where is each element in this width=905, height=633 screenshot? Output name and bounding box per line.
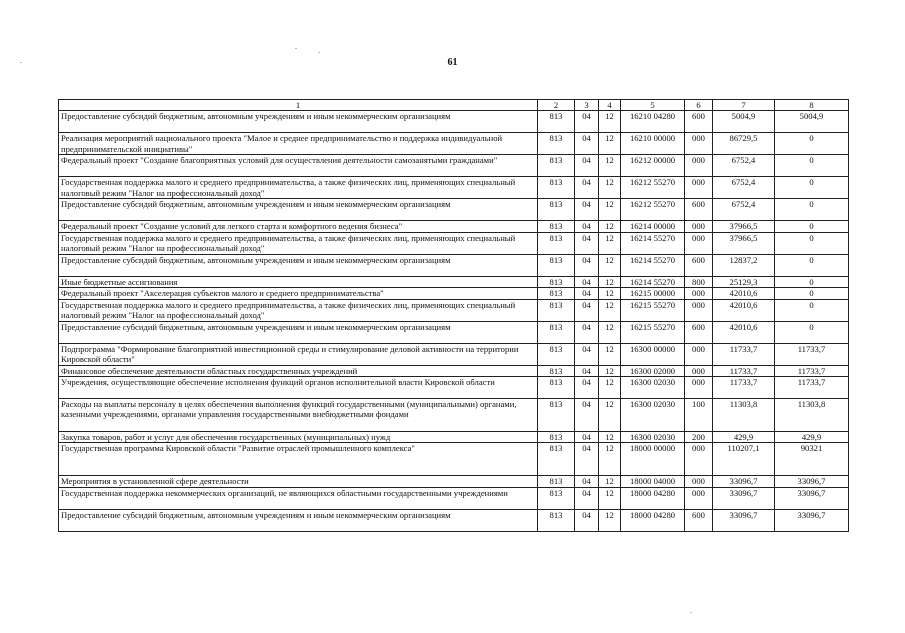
row-name-cell: Реализация мероприятий национального проекта "Малое и среднее предпринимательство и поддержка индивидуальной предпринимательской инициативы" xyxy=(59,133,538,155)
table-row xyxy=(59,288,849,299)
amount-next-cell: 0 xyxy=(775,276,849,287)
row-name-cell: Государственная программа Кировской области "Развитие отраслей промышленного комплекса" xyxy=(59,443,538,476)
target-code-cell: 16212 55270 xyxy=(621,199,685,221)
amount-next-cell: 0 xyxy=(775,254,849,276)
ministry-code-cell: 813 xyxy=(538,299,575,321)
ministry-code-cell: 813 xyxy=(538,111,575,133)
page-number: 61 xyxy=(447,57,458,68)
expense-type-cell: 800 xyxy=(685,276,713,287)
row-name-cell: Предоставление субсидий бюджетным, автономным учреждениям и иным некоммерческим организациям xyxy=(59,254,538,276)
target-code-cell: 16214 55270 xyxy=(621,232,685,254)
amount-cell: 429,9 xyxy=(713,432,775,443)
amount-cell: 86729,5 xyxy=(713,133,775,155)
target-code-cell: 16214 55270 xyxy=(621,254,685,276)
expense-type-cell: 000 xyxy=(685,365,713,376)
amount-next-cell: 0 xyxy=(775,221,849,232)
target-code-cell: 16300 02030 xyxy=(621,432,685,443)
section-cell: 04 xyxy=(575,509,599,531)
amount-next-cell: 33096,7 xyxy=(775,487,849,509)
amount-cell: 37966,5 xyxy=(713,221,775,232)
ministry-code-cell: 813 xyxy=(538,155,575,177)
ministry-code-cell: 813 xyxy=(538,476,575,487)
expense-type-cell: 000 xyxy=(685,343,713,365)
section-cell: 04 xyxy=(575,399,599,432)
subsection-cell: 12 xyxy=(599,254,621,276)
amount-cell: 11733,7 xyxy=(713,343,775,365)
amount-cell: 6752,4 xyxy=(713,177,775,199)
subsection-cell: 12 xyxy=(599,111,621,133)
section-cell: 04 xyxy=(575,276,599,287)
section-cell: 04 xyxy=(575,133,599,155)
row-name-cell: Федеральный проект "Акселерация субъектов малого и среднего предпринимательства" xyxy=(59,288,538,299)
row-name-cell: Предоставление субсидий бюджетным, автономным учреждениям и иным некоммерческим организациям xyxy=(59,199,538,221)
ministry-code-cell: 813 xyxy=(538,399,575,432)
target-code-cell: 16214 55270 xyxy=(621,276,685,287)
row-name-cell: Предоставление субсидий бюджетным, автономным учреждениям и иным некоммерческим организациям xyxy=(59,321,538,343)
row-name-cell: Расходы на выплаты персоналу в целях обеспечения выполнения функций государственными (муниципальными) органами, казенными учреждениями, органами управления государственными внебюджетными фондами xyxy=(59,399,538,432)
table-row xyxy=(59,343,849,365)
table-row xyxy=(59,221,849,232)
subsection-cell: 12 xyxy=(599,343,621,365)
ministry-code-cell: 813 xyxy=(538,221,575,232)
amount-next-cell: 0 xyxy=(775,199,849,221)
ministry-code-cell: 813 xyxy=(538,443,575,476)
table-row xyxy=(59,276,849,287)
column-header: 5 xyxy=(621,100,685,111)
table-header-row xyxy=(59,100,849,111)
table-row xyxy=(59,509,849,531)
table-row xyxy=(59,232,849,254)
amount-cell: 11733,7 xyxy=(713,365,775,376)
row-name-cell: Мероприятия в установленной сфере деятельности xyxy=(59,476,538,487)
table-row xyxy=(59,321,849,343)
expense-type-cell: 600 xyxy=(685,509,713,531)
amount-next-cell: 0 xyxy=(775,288,849,299)
subsection-cell: 12 xyxy=(599,199,621,221)
ministry-code-cell: 813 xyxy=(538,509,575,531)
table-row xyxy=(59,177,849,199)
column-header: 1 xyxy=(59,100,538,111)
amount-next-cell: 11733,7 xyxy=(775,343,849,365)
expense-type-cell: 000 xyxy=(685,288,713,299)
amount-cell: 5004,9 xyxy=(713,111,775,133)
target-code-cell: 16215 00000 xyxy=(621,288,685,299)
table-row xyxy=(59,254,849,276)
expense-type-cell: 100 xyxy=(685,399,713,432)
ministry-code-cell: 813 xyxy=(538,177,575,199)
expense-type-cell: 000 xyxy=(685,377,713,399)
subsection-cell: 12 xyxy=(599,377,621,399)
expense-type-cell: 000 xyxy=(685,133,713,155)
amount-cell: 11733,7 xyxy=(713,377,775,399)
amount-cell: 6752,4 xyxy=(713,199,775,221)
scan-speck xyxy=(318,52,320,53)
subsection-cell: 12 xyxy=(599,288,621,299)
target-code-cell: 16215 55270 xyxy=(621,299,685,321)
subsection-cell: 12 xyxy=(599,476,621,487)
target-code-cell: 16212 55270 xyxy=(621,177,685,199)
table-row xyxy=(59,476,849,487)
amount-next-cell: 5004,9 xyxy=(775,111,849,133)
column-header: 8 xyxy=(775,100,849,111)
column-header: 6 xyxy=(685,100,713,111)
ministry-code-cell: 813 xyxy=(538,343,575,365)
section-cell: 04 xyxy=(575,288,599,299)
target-code-cell: 16212 00000 xyxy=(621,155,685,177)
amount-cell: 42010,6 xyxy=(713,321,775,343)
table-row xyxy=(59,365,849,376)
section-cell: 04 xyxy=(575,221,599,232)
row-name-cell: Федеральный проект "Создание условий для легкого старта и комфортного ведения бизнеса" xyxy=(59,221,538,232)
target-code-cell: 16215 55270 xyxy=(621,321,685,343)
subsection-cell: 12 xyxy=(599,177,621,199)
ministry-code-cell: 813 xyxy=(538,377,575,399)
target-code-cell: 16300 02030 xyxy=(621,399,685,432)
expense-type-cell: 000 xyxy=(685,487,713,509)
scan-speck xyxy=(20,62,22,63)
expense-type-cell: 600 xyxy=(685,254,713,276)
row-name-cell: Государственная поддержка малого и среднего предпринимательства, а также физических лиц, применяющих специальный налоговый режим "Налог на профессиональный доход" xyxy=(59,299,538,321)
expense-type-cell: 000 xyxy=(685,177,713,199)
amount-cell: 42010,6 xyxy=(713,299,775,321)
amount-next-cell: 0 xyxy=(775,177,849,199)
target-code-cell: 16300 00000 xyxy=(621,343,685,365)
table-row xyxy=(59,377,849,399)
expense-type-cell: 000 xyxy=(685,476,713,487)
amount-next-cell: 33096,7 xyxy=(775,509,849,531)
row-name-cell: Предоставление субсидий бюджетным, автономным учреждениям и иным некоммерческим организациям xyxy=(59,111,538,133)
target-code-cell: 16300 02000 xyxy=(621,365,685,376)
target-code-cell: 18000 04280 xyxy=(621,487,685,509)
row-name-cell: Закупка товаров, работ и услуг для обеспечения государственных (муниципальных) нужд xyxy=(59,432,538,443)
table-row xyxy=(59,399,849,432)
table-body xyxy=(59,100,849,532)
amount-cell: 6752,4 xyxy=(713,155,775,177)
row-name-cell: Иные бюджетные ассигнования xyxy=(59,276,538,287)
section-cell: 04 xyxy=(575,487,599,509)
target-code-cell: 16210 00000 xyxy=(621,133,685,155)
subsection-cell: 12 xyxy=(599,221,621,232)
table-row xyxy=(59,432,849,443)
section-cell: 04 xyxy=(575,111,599,133)
expense-type-cell: 000 xyxy=(685,155,713,177)
scan-speck xyxy=(295,48,297,49)
amount-cell: 33096,7 xyxy=(713,487,775,509)
amount-cell: 42010,6 xyxy=(713,288,775,299)
subsection-cell: 12 xyxy=(599,155,621,177)
row-name-cell: Федеральный проект "Создание благоприятных условий для осуществления деятельности самозанятыми гражданами" xyxy=(59,155,538,177)
expense-type-cell: 000 xyxy=(685,299,713,321)
ministry-code-cell: 813 xyxy=(538,133,575,155)
row-name-cell: Финансовое обеспечение деятельности областных государственных учреждений xyxy=(59,365,538,376)
subsection-cell: 12 xyxy=(599,321,621,343)
row-name-cell: Предоставление субсидий бюджетным, автономным учреждениям и иным некоммерческим организациям xyxy=(59,509,538,531)
expense-type-cell: 600 xyxy=(685,199,713,221)
row-name-cell: Государственная поддержка малого и среднего предпринимательства, а также физических лиц, применяющих специальный налоговый режим "Налог на профессиональный доход" xyxy=(59,177,538,199)
row-name-cell: Государственная поддержка малого и среднего предпринимательства, а также физических лиц, применяющих специальный налоговый режим "Налог на профессиональный доход" xyxy=(59,232,538,254)
table-row xyxy=(59,199,849,221)
column-header: 7 xyxy=(713,100,775,111)
section-cell: 04 xyxy=(575,365,599,376)
ministry-code-cell: 813 xyxy=(538,321,575,343)
section-cell: 04 xyxy=(575,155,599,177)
amount-cell: 33096,7 xyxy=(713,476,775,487)
subsection-cell: 12 xyxy=(599,276,621,287)
subsection-cell: 12 xyxy=(599,133,621,155)
section-cell: 04 xyxy=(575,321,599,343)
table-row xyxy=(59,133,849,155)
table-row xyxy=(59,155,849,177)
amount-cell: 110207,1 xyxy=(713,443,775,476)
amount-cell: 33096,7 xyxy=(713,509,775,531)
amount-cell: 37966,5 xyxy=(713,232,775,254)
section-cell: 04 xyxy=(575,254,599,276)
amount-next-cell: 11303,8 xyxy=(775,399,849,432)
section-cell: 04 xyxy=(575,377,599,399)
subsection-cell: 12 xyxy=(599,299,621,321)
section-cell: 04 xyxy=(575,443,599,476)
ministry-code-cell: 813 xyxy=(538,254,575,276)
amount-cell: 25129,3 xyxy=(713,276,775,287)
section-cell: 04 xyxy=(575,299,599,321)
ministry-code-cell: 813 xyxy=(538,276,575,287)
subsection-cell: 12 xyxy=(599,432,621,443)
target-code-cell: 18000 00000 xyxy=(621,443,685,476)
scan-speck xyxy=(690,612,692,613)
expense-type-cell: 000 xyxy=(685,443,713,476)
section-cell: 04 xyxy=(575,476,599,487)
ministry-code-cell: 813 xyxy=(538,288,575,299)
amount-cell: 12837,2 xyxy=(713,254,775,276)
subsection-cell: 12 xyxy=(599,232,621,254)
subsection-cell: 12 xyxy=(599,487,621,509)
table-row xyxy=(59,299,849,321)
subsection-cell: 12 xyxy=(599,399,621,432)
row-name-cell: Учреждения, осуществляющие обеспечение исполнения функций органов исполнительной власти Кировской области xyxy=(59,377,538,399)
column-header: 3 xyxy=(575,100,599,111)
target-code-cell: 18000 04280 xyxy=(621,509,685,531)
table-row xyxy=(59,487,849,509)
amount-cell: 11303,8 xyxy=(713,399,775,432)
amount-next-cell: 11733,7 xyxy=(775,377,849,399)
amount-next-cell: 0 xyxy=(775,321,849,343)
target-code-cell: 16214 00000 xyxy=(621,221,685,232)
section-cell: 04 xyxy=(575,199,599,221)
ministry-code-cell: 813 xyxy=(538,199,575,221)
section-cell: 04 xyxy=(575,177,599,199)
section-cell: 04 xyxy=(575,343,599,365)
amount-next-cell: 0 xyxy=(775,299,849,321)
column-header: 4 xyxy=(599,100,621,111)
subsection-cell: 12 xyxy=(599,365,621,376)
ministry-code-cell: 813 xyxy=(538,232,575,254)
amount-next-cell: 0 xyxy=(775,155,849,177)
ministry-code-cell: 813 xyxy=(538,432,575,443)
amount-next-cell: 33096,7 xyxy=(775,476,849,487)
amount-next-cell: 0 xyxy=(775,232,849,254)
row-name-cell: Государственная поддержка некоммерческих организаций, не являющихся областными государственными учреждениями xyxy=(59,487,538,509)
row-name-cell: Подпрограмма "Формирование благоприятной инвестиционной среды и стимулирование деловой активности на территории Кировской области" xyxy=(59,343,538,365)
amount-next-cell: 429,9 xyxy=(775,432,849,443)
ministry-code-cell: 813 xyxy=(538,365,575,376)
amount-next-cell: 90321 xyxy=(775,443,849,476)
subsection-cell: 12 xyxy=(599,443,621,476)
budget-table xyxy=(58,99,849,532)
section-cell: 04 xyxy=(575,232,599,254)
ministry-code-cell: 813 xyxy=(538,487,575,509)
target-code-cell: 18000 04000 xyxy=(621,476,685,487)
target-code-cell: 16210 04280 xyxy=(621,111,685,133)
expense-type-cell: 200 xyxy=(685,432,713,443)
section-cell: 04 xyxy=(575,432,599,443)
amount-next-cell: 11733,7 xyxy=(775,365,849,376)
subsection-cell: 12 xyxy=(599,509,621,531)
amount-next-cell: 0 xyxy=(775,133,849,155)
column-header: 2 xyxy=(538,100,575,111)
expense-type-cell: 600 xyxy=(685,321,713,343)
expense-type-cell: 000 xyxy=(685,221,713,232)
expense-type-cell: 000 xyxy=(685,232,713,254)
target-code-cell: 16300 02030 xyxy=(621,377,685,399)
table-row xyxy=(59,443,849,476)
expense-type-cell: 600 xyxy=(685,111,713,133)
table-row xyxy=(59,111,849,133)
